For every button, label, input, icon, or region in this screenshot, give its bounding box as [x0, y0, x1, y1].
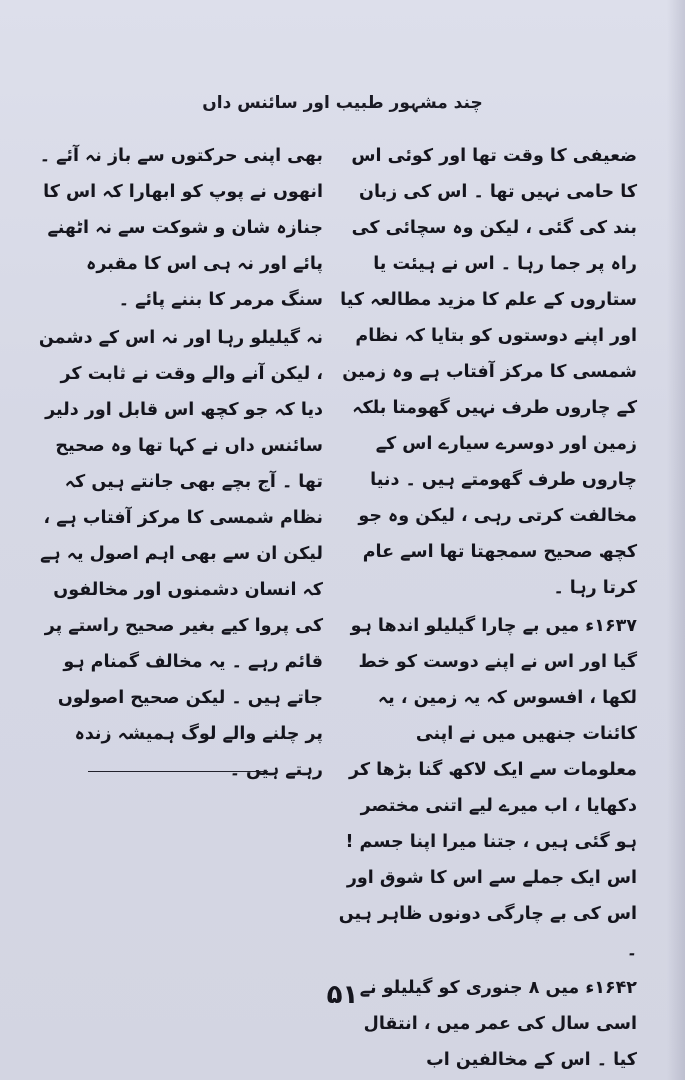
- page-edge-shadow: [667, 0, 685, 1080]
- paragraph: نہ گیلیلو رہا اور نہ اس کے دشمن ، لیکن آنے والے وقت نے ثابت کر دیا کہ جو کچھ اس قابل اور دلیر سائنس داں نے کہا تھا وہ صحیح تھا ۔ آج بچے بھی جانتے ہیں کہ نظام شمسی کا مرکز آفتاب ہے ، لیکن ان سے بھی اہم اصول یہ ہے کہ انسان دشمنوں اور مخالفوں کی پروا کیے بغیر صحیح راستے پر قائم رہے ۔ یہ مخالف گمنام ہو جاتے ہیں ۔ لیکن صحیح اصولوں پر چلنے والے لوگ ہمیشہ زندہ رہتے ہیں ۔: [38, 328, 323, 780]
- paragraph: ۱۶۳۷ء میں بے چارا گیلیلو اندھا ہو گیا اور اس نے اپنے دوست کو خط لکھا ، افسوس کہ یہ زمین ، یہ کائنات جنھیں میں نے اپنی معلومات سے ایک لاکھ گنا بڑھا کر دکھایا ، اب میرے لیے اتنی مختصر ہو گئی ہیں ، جتنا میرا اپنا جسم ! اس ایک جملے سے اس کا شوق اور اس کی بے چارگی دونوں ظاہر ہیں ۔: [338, 616, 637, 960]
- section-end-rule: [88, 771, 268, 772]
- paragraph: ۱۶۴۲ء میں ۸ جنوری کو گیلیلو نے اسی سال کی عمر میں ، انتقال کیا ۔ اس کے مخالفین اب: [359, 978, 637, 1070]
- page-number: ۵۱: [326, 980, 359, 1010]
- text-column-right: [337, 138, 637, 1080]
- text-column-left: [38, 138, 323, 790]
- running-header: چند مشہور طبیب اور سائنس داں: [202, 93, 483, 113]
- paragraph: بھی اپنی حرکتوں سے باز نہ آئے ۔ انھوں نے پوپ کو ابھارا کہ اس کا جنازہ شان و شوکت سے نہ اٹھنے پائے اور نہ ہی اس کا مقبرہ سنگ مرمر کا بننے پائے ۔: [39, 146, 323, 310]
- paragraph: ضعیفی کا وقت تھا اور کوئی اس کا حامی نہیں تھا ۔ اس کی زبان بند کی گئی ، لیکن وہ سچائی کی راہ پر جما رہا ۔ اس نے ہیئت یا ستاروں کے علم کا مزید مطالعہ کیا اور اپنے دوستوں کو بتایا کہ نظام شمسی کا مرکز آفتاب ہے وہ زمین کے چاروں طرف نہیں گھومتا بلکہ زمین اور دوسرے سیارے اس کے چاروں طرف گھومتے ہیں ۔ دنیا مخالفت کرتی رہی ، لیکن وہ جو کچھ صحیح سمجھتا تھا اسے عام کرتا رہا ۔: [340, 146, 637, 598]
